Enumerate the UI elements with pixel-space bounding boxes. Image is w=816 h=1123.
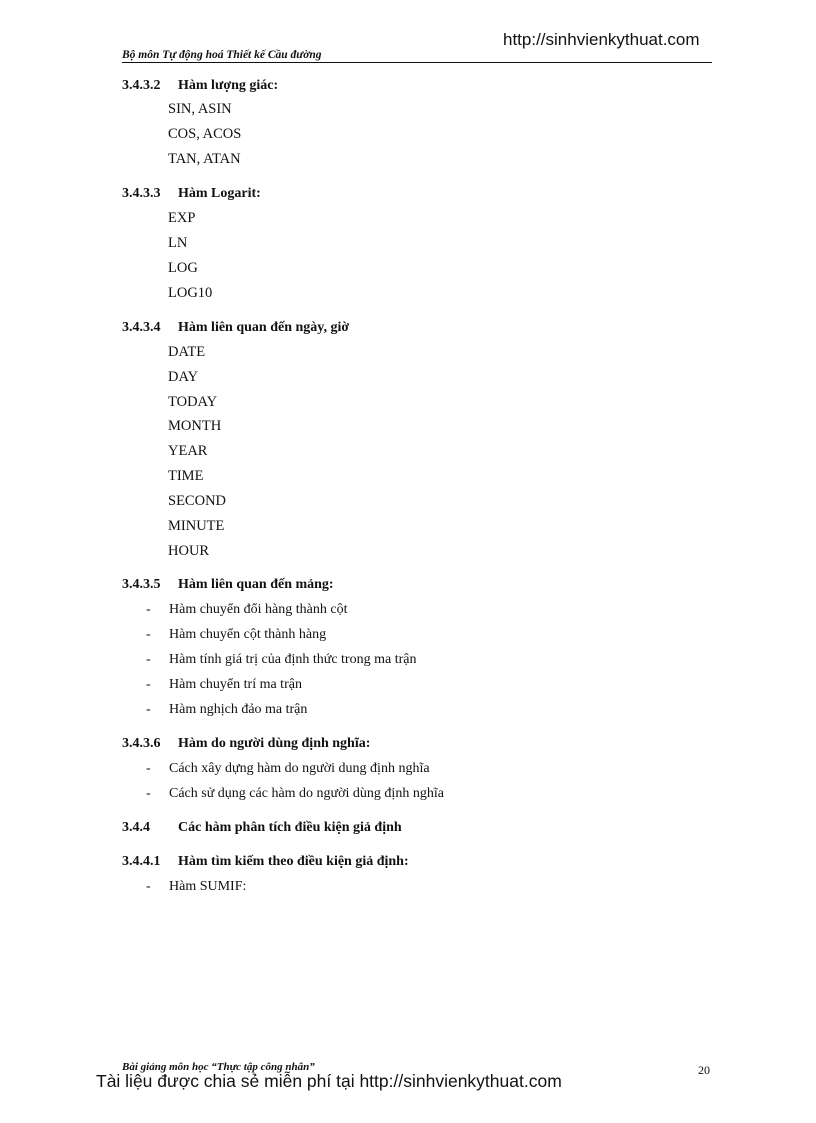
bullet-dash: - xyxy=(146,602,151,617)
bullet-item xyxy=(146,879,246,895)
bullet-item xyxy=(146,677,302,693)
list-item: MINUTE xyxy=(168,518,225,534)
section-heading-3436 xyxy=(122,736,370,752)
bullet-text: Hàm chuyển đổi hàng thành cột xyxy=(169,602,348,617)
section-heading-3441 xyxy=(122,854,409,870)
bullet-text: Hàm chuyển cột thành hàng xyxy=(169,627,327,642)
list-item: TIME xyxy=(168,468,204,484)
bullet-item xyxy=(146,761,430,777)
bullet-text: Hàm nghịch đảo ma trận xyxy=(169,702,308,717)
header-rule xyxy=(122,62,712,63)
page-footer: Bài giảng môn học “Thực tập công nhân” xyxy=(122,1061,315,1073)
bottom-watermark-note[interactable]: Tài liệu được chia sẻ miễn phí tại http://sinhvienkythuat.com xyxy=(96,1071,562,1091)
bullet-dash: - xyxy=(146,761,151,776)
bullet-item xyxy=(146,652,416,668)
section-heading-344 xyxy=(122,820,402,836)
list-item: LOG10 xyxy=(168,285,213,301)
bullet-text: Cách sử dụng các hàm do người dùng định nghĩa xyxy=(169,786,444,801)
section-title: Các hàm phân tích điều kiện giả định xyxy=(178,820,402,835)
section-heading-3434 xyxy=(122,320,349,336)
list-item: SECOND xyxy=(168,493,227,509)
page-number: 20 xyxy=(698,1063,710,1077)
section-number: 3.4.4 xyxy=(122,820,150,835)
bullet-item xyxy=(146,627,326,643)
top-watermark-url[interactable]: http://sinhvienkythuat.com xyxy=(503,30,700,49)
bullet-dash: - xyxy=(146,702,151,717)
bullet-dash: - xyxy=(146,627,151,642)
section-number: 3.4.3.4 xyxy=(122,320,161,335)
list-item: DAY xyxy=(168,369,199,385)
list-item: COS, ACOS xyxy=(168,126,242,142)
section-number: 3.4.4.1 xyxy=(122,854,161,869)
list-item: DATE xyxy=(168,344,206,360)
section-title: Hàm liên quan đến mảng: xyxy=(178,577,334,592)
list-item: LOG xyxy=(168,260,198,276)
list-item: HOUR xyxy=(168,543,210,559)
section-number: 3.4.3.6 xyxy=(122,736,161,751)
bullet-dash: - xyxy=(146,677,151,692)
section-title: Hàm Logarit: xyxy=(178,186,261,201)
list-item: MONTH xyxy=(168,418,222,434)
section-number: 3.4.3.2 xyxy=(122,78,161,93)
section-heading-3435 xyxy=(122,577,334,593)
list-item: TAN, ATAN xyxy=(168,151,241,167)
bullet-dash: - xyxy=(146,786,151,801)
bullet-dash: - xyxy=(146,652,151,667)
page-header: Bộ môn Tự động hoá Thiết kế Cầu đường xyxy=(122,49,322,61)
section-title: Hàm lượng giác: xyxy=(178,78,279,93)
list-item: YEAR xyxy=(168,443,208,459)
section-title: Hàm tìm kiếm theo điều kiện giả định: xyxy=(178,854,409,869)
section-title: Hàm liên quan đến ngày, giờ xyxy=(178,320,350,335)
section-title: Hàm do người dùng định nghĩa: xyxy=(178,736,371,751)
section-heading-3432 xyxy=(122,78,278,94)
list-item: TODAY xyxy=(168,394,218,410)
bullet-item xyxy=(146,702,307,718)
list-item: EXP xyxy=(168,210,196,226)
bullet-text: Cách xây dựng hàm do người dung định nghĩa xyxy=(169,761,430,776)
bullet-text: Hàm SUMIF: xyxy=(169,879,247,894)
bullet-dash: - xyxy=(146,879,151,894)
section-number: 3.4.3.3 xyxy=(122,186,161,201)
bullet-text: Hàm tính giá trị của định thức trong ma trận xyxy=(169,652,417,667)
list-item: LN xyxy=(168,235,188,251)
bullet-item xyxy=(146,786,444,802)
bullet-item xyxy=(146,602,347,618)
section-number: 3.4.3.5 xyxy=(122,577,161,592)
section-heading-3433 xyxy=(122,186,261,202)
bullet-text: Hàm chuyển trí ma trận xyxy=(169,677,302,692)
list-item: SIN, ASIN xyxy=(168,101,232,117)
